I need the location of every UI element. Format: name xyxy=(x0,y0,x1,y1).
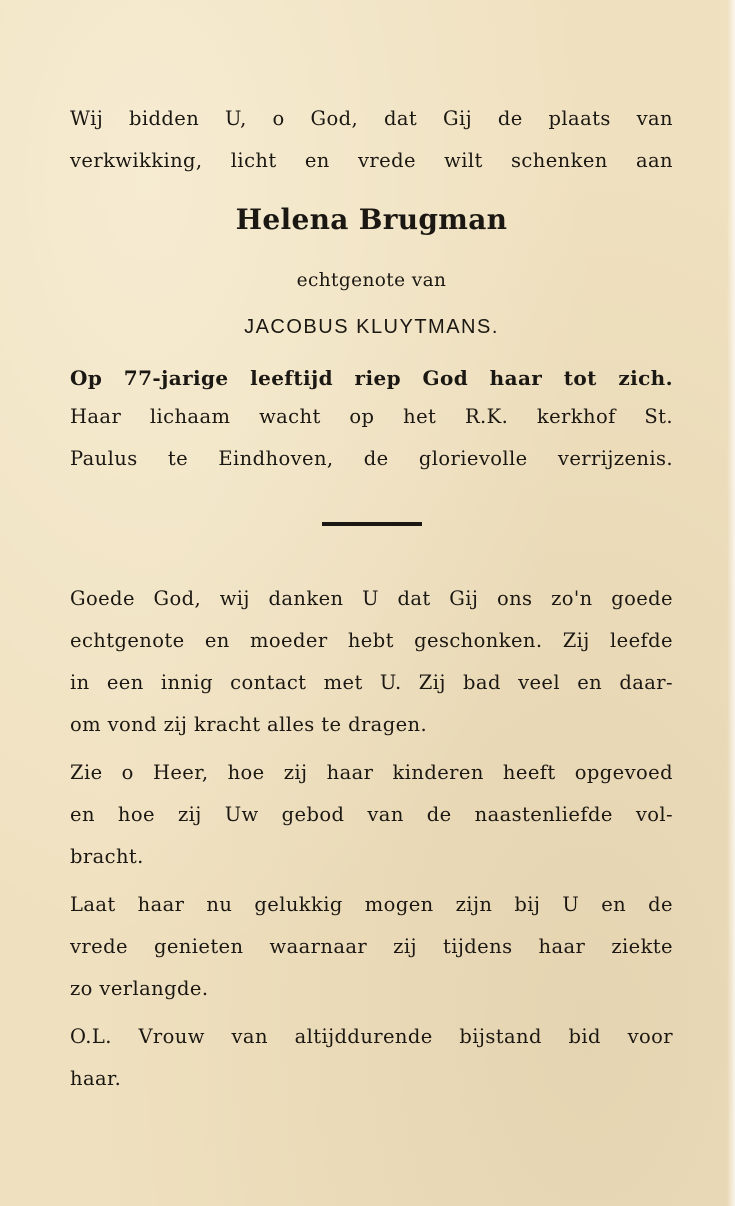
prayer-paragraph-4 xyxy=(70,1016,673,1100)
text-line: verkwikking, licht en vrede wilt schenken aan xyxy=(70,149,673,172)
text-line: Paulus te Eindhoven, de glorievolle verrijzenis. xyxy=(70,447,673,470)
text-line: om vond zij kracht alles te dragen. xyxy=(70,713,428,736)
text-line: en hoe zij Uw gebod van de naastenliefde vol- xyxy=(70,803,673,826)
text-line: Laat haar nu gelukkig mogen zijn bij U en de xyxy=(70,893,673,916)
text-line: vrede genieten waarnaar zij tijdens haar ziekte xyxy=(70,935,673,958)
text-line: Haar lichaam wacht op het R.K. kerkhof St. xyxy=(70,405,673,428)
prayer-intro xyxy=(70,98,673,182)
text-line: bracht. xyxy=(70,845,144,868)
text-line: in een innig contact met U. Zij bad veel en daar- xyxy=(70,671,673,694)
burial-text xyxy=(70,396,673,480)
text-line: haar. xyxy=(70,1067,122,1090)
spouse-intro: echtgenote van xyxy=(296,270,447,291)
age-line: Op 77-jarige leeftijd riep God haar tot zich. xyxy=(70,366,673,390)
deceased-name: Helena Brugman xyxy=(235,203,508,236)
prayer-paragraph-1 xyxy=(70,578,673,746)
prayer-paragraph-3 xyxy=(70,884,673,1010)
text-line: echtgenote en moeder hebt geschonken. Zij leefde xyxy=(70,629,673,652)
text-line: Zie o Heer, hoe zij haar kinderen heeft opgevoed xyxy=(70,761,673,784)
spouse-name: JACOBUS KLUYTMANS. xyxy=(244,316,499,338)
prayer-paragraph-2 xyxy=(70,752,673,878)
text-line: Goede God, wij danken U dat Gij ons zo'n goede xyxy=(70,587,673,610)
text-line: O.L. Vrouw van altijddurende bijstand bid voor xyxy=(70,1025,673,1048)
text-line: Wij bidden U, o God, dat Gij de plaats van xyxy=(70,107,673,130)
text-line: zo verlangde. xyxy=(70,977,209,1000)
divider xyxy=(322,522,422,526)
